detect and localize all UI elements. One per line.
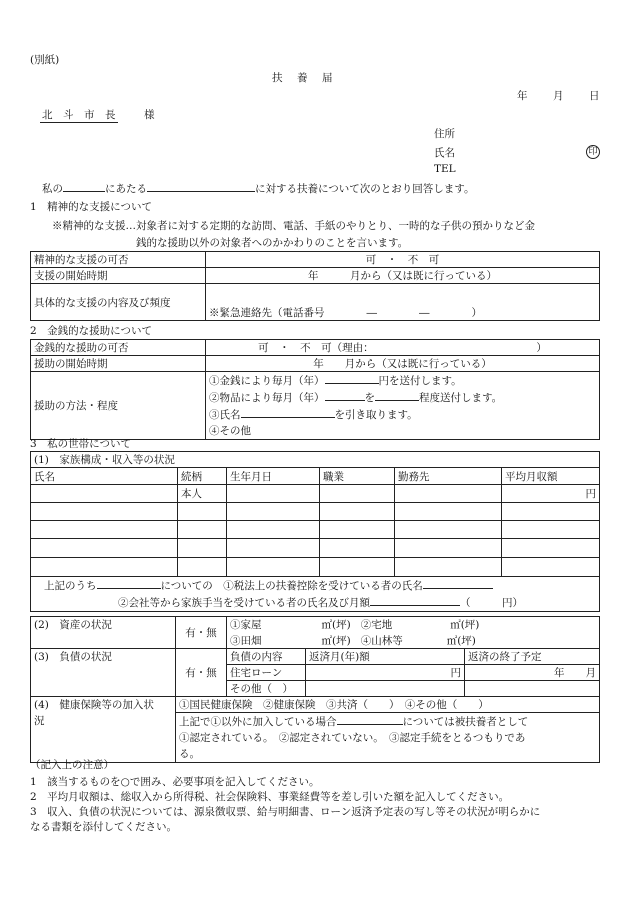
support-start-value[interactable]: 年 月から（又は既に行っている） [206,268,600,284]
table-row[interactable] [31,521,600,539]
tel-label: TEL [434,163,456,175]
table-row[interactable] [31,485,600,503]
takein-name-blank[interactable] [241,406,335,418]
tax-dependent-name-blank[interactable] [423,577,493,589]
financial-support-choice[interactable]: 可 ・ 不 可（理由： ） [206,340,600,356]
relation-blank[interactable] [63,180,105,192]
mental-support-choice[interactable]: 可 ・ 不 可 [206,252,600,268]
intro-sentence: 私の にあたる に対する扶養について次のとおり回答します。 [42,180,474,196]
debt-other[interactable]: その他（ ） [227,681,306,697]
assets-label: (2) 資産の状況 [31,617,176,649]
aid-start-value[interactable]: 年 月から（又は既に行っている） [206,356,600,372]
aid-method-label: 援助の方法・程度 [31,372,206,440]
assets-yes-no[interactable]: 有・無 [176,617,227,649]
money-amount-blank[interactable] [325,372,379,384]
address-label: 住所 [434,128,455,140]
household-table [30,451,600,612]
financial-support-label: 金銭的な援助の可否 [31,340,206,356]
support-details-label: 具体的な支援の内容及び頻度 [31,284,206,321]
among-above-blank[interactable] [97,577,161,589]
annex-label: (別紙) [30,54,60,66]
relation-self: 本人 [178,485,227,503]
mental-support-label: 精神的な支援の可否 [31,252,206,268]
assets-row2: ③田畑 ㎡(坪) ④山林等 ㎡(坪) [227,633,600,649]
household-subheading: (1) 家族構成・収入等の状況 [31,452,600,468]
section2-heading: 2 金銭的な援助について [30,325,152,337]
date-day: 日 [589,90,600,102]
insurance-options[interactable]: ①国民健康保険 ②健康保険 ③共済（ ） ④その他（ ） [176,697,600,713]
income-yen: 円 [502,485,600,503]
deduction-info: 上記のうち についての ①税法上の扶養控除を受けている者の氏名 ②会社等から家族手当を受けている者の氏名及び月額 （ 円） [31,577,600,612]
date-month: 月 [553,90,564,102]
mental-support-table [30,251,600,321]
form-title: 扶 養 届 [272,72,335,84]
section3-heading: 3 私の世帯について [30,438,131,450]
notes-heading: （記入上の注意） [30,759,114,771]
aid-method-options: ①金銭により毎月（年） 円を送付します。 ②物品により毎月（年） を 程度送付します。 ③氏名 を引き取ります。 ④その他 [206,372,600,440]
allowance-name-blank[interactable] [370,594,460,606]
col-birthdate: 生年月日 [227,468,320,485]
table-row[interactable] [31,503,600,521]
table-row[interactable] [31,558,600,577]
section1-note-cont: 銭的な援助以外の対象者へのかかわりのことを言います。 [136,237,409,249]
note-2: 2 平均月収額は、総収入から所得税、社会保険料、事業経費等を差し引いた額を記入してください。 [30,791,510,803]
col-occupation: 職業 [320,468,395,485]
debt-header-repayment: 返済月(年)額 [306,649,465,665]
target-name-blank[interactable] [147,180,255,192]
section1-heading: 1 精神的な支援について [30,201,152,213]
debt-housing-end[interactable]: 年 月 [465,665,600,681]
emergency-contact[interactable]: ※緊急連絡先（電話番号 ― ― ） [206,284,600,321]
note-1: 1 該当するものを○で囲み、必要事項を記入してください。 [30,776,320,788]
debt-housing-loan: 住宅ローン [227,665,306,681]
table-row[interactable] [31,539,600,558]
debt-header-content: 負債の内容 [227,649,306,665]
insurance-details: 上記で①以外に加入している場合 については被扶養者として ①認定されている。 ②認定されていない。 ③認定手続をとるつもりであ る。 [176,713,600,763]
section1-note: ※精神的な支援…対象者に対する定期的な訪問、電話、手紙のやりとり、一時的な子供の預かりなど金 [52,220,535,232]
debts-label: (3) 負債の状況 [31,649,176,697]
goods-item-blank[interactable] [325,389,365,401]
assets-debts-table [30,616,600,763]
debts-yes-no[interactable]: 有・無 [176,649,227,697]
debt-housing-yen[interactable]: 円 [306,665,465,681]
note-3: 3 収入、負債の状況については、源泉徴収票、給与明細書、ローン返済予定表の写し等その状況が明らかに [30,806,541,818]
insurance-label: (4) 健康保険等の加入状 況 [31,697,176,763]
name-label: 氏名 [434,147,455,159]
support-start-label: 支援の開始時期 [31,268,206,284]
addressee-honorific: 様 [144,109,155,121]
col-workplace: 勤務先 [395,468,502,485]
note-3-cont: なる書類を添付してください。 [30,821,177,833]
col-name: 氏名 [31,468,178,485]
assets-row1: ①家屋 ㎡(坪) ②宅地 ㎡(坪) [227,617,600,633]
date-year: 年 [517,90,528,102]
financial-support-table [30,339,600,440]
col-income: 平均月収額 [502,468,600,485]
debt-header-end: 返済の終了予定 [465,649,600,665]
insurance-type-blank[interactable] [337,713,403,725]
col-relation: 続柄 [178,468,227,485]
goods-amount-blank[interactable] [375,389,419,401]
addressee: 北 斗 市 長 [42,109,116,121]
aid-start-label: 援助の開始時期 [31,356,206,372]
seal-mark: 印 [586,145,600,159]
